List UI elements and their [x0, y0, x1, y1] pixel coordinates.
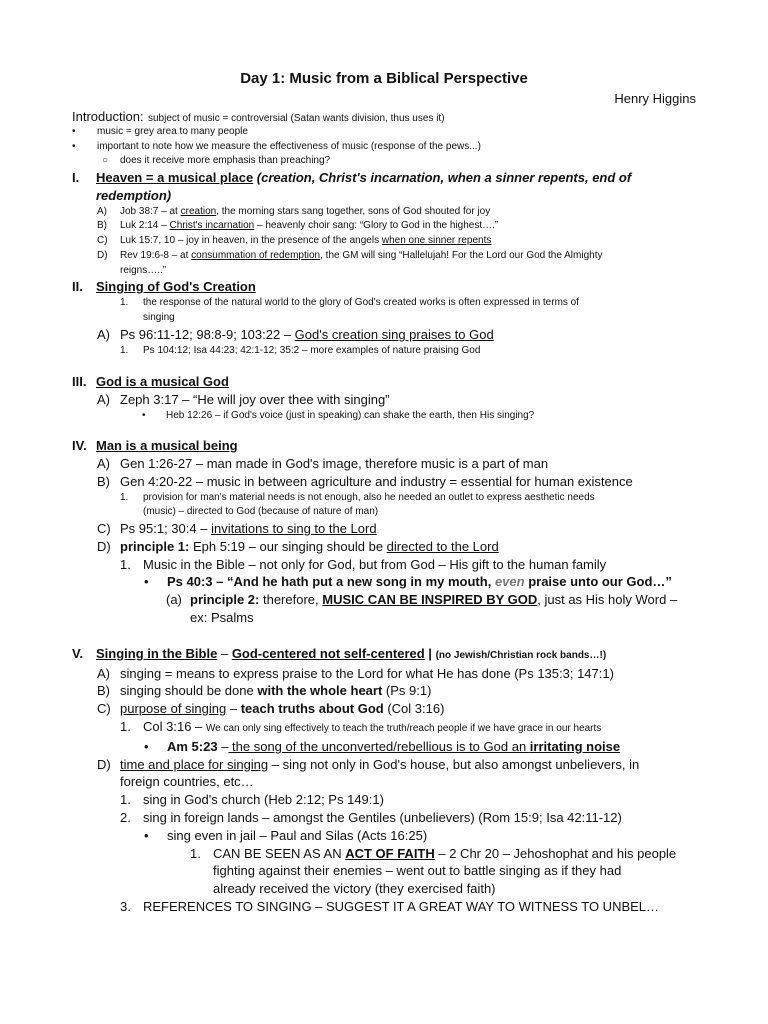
- list-item: • Am 5:23 – the song of the unconverted/rebellious is to God an irritating noise: [144, 738, 621, 754]
- document-body: [72, 108, 706, 916]
- section-heading-4: IV. Man is a musical being: [72, 438, 238, 454]
- list-item: A) Zeph 3:17 – “He will joy over thee with singing”: [97, 391, 390, 407]
- list-item-cont: (music) – directed to God (because of nature of man): [143, 506, 379, 518]
- author-name: Henry Higgins: [614, 91, 696, 106]
- list-item-cont: foreign countries, etc…: [120, 774, 254, 790]
- list-item: 2. sing in foreign lands – amongst the Gentiles (unbelievers) (Rom 15:9; Isa 42:11-12): [120, 809, 622, 825]
- section-heading-5: V. Singing in the Bible – God-centered not self-centered | (no Jewish/Christian rock bands…!): [72, 645, 607, 661]
- document-title: Day 1: Music from a Biblical Perspective: [240, 70, 528, 87]
- list-item: D) time and place for singing – sing not only in God's house, but also amongst unbelievers, in: [97, 756, 640, 772]
- list-item: B) Luk 2:14 – Christ's incarnation – heavenly choir sang: “Glory to God in the highest….”: [97, 220, 499, 232]
- list-item-cont: already received the victory (they exercised faith): [213, 881, 496, 897]
- list-item-cont: reigns…..”: [120, 264, 167, 276]
- list-item: 1. provision for man's material needs is not enough, also he needed an outlet to express aesthetic needs: [120, 491, 595, 503]
- section-heading-3: III. God is a musical God: [72, 373, 229, 389]
- intro-line: [72, 108, 706, 125]
- list-item: 1. the response of the natural world to the glory of God's created works is often expressed in terms of: [120, 297, 580, 309]
- list-item: 1. CAN BE SEEN AS AN ACT OF FAITH – 2 Chr 20 – Jehoshophat and his people: [190, 845, 677, 861]
- list-item: A) Job 38:7 – at creation, the morning stars sang together, sons of God shouted for joy: [97, 205, 491, 217]
- list-item: • Ps 40:3 – “And he hath put a new song in my mouth, even praise unto our God…”: [144, 574, 672, 590]
- list-item: • Heb 12:26 – if God's voice (just in speaking) can shake the earth, then His singing?: [142, 409, 535, 421]
- list-item: (a) principle 2: therefore, MUSIC CAN BE INSPIRED BY GOD, just as His holy Word –: [166, 592, 678, 608]
- list-item: A) Ps 96:11-12; 98:8-9; 103:22 – God's creation sing praises to God: [97, 327, 494, 343]
- intro-label: Introduction:: [72, 109, 144, 124]
- list-item: 1. Ps 104:12; Isa 44:23; 42:1-12; 35:2 – more examples of nature praising God: [120, 345, 481, 357]
- list-item: B) singing should be done with the whole heart (Ps 9:1): [97, 683, 432, 699]
- section-heading-2: II. Singing of God's Creation: [72, 279, 256, 295]
- intro-sub-bullet: ○ does it receive more emphasis than preaching?: [72, 154, 706, 169]
- section-heading-1: I. Heaven = a musical place (creation, Christ's incarnation, when a sinner repents, end of: [72, 170, 632, 186]
- intro-bullet-2: • important to note how we measure the effectiveness of music (response of the pews...): [72, 140, 706, 155]
- section-heading-1-cont: redemption): [96, 187, 172, 203]
- list-item: D) principle 1: Eph 5:19 – our singing should be directed to the Lord: [97, 538, 499, 554]
- list-item: C) Luk 15:7, 10 – joy in heaven, in the presence of the angels when one sinner repents: [97, 235, 492, 247]
- circle-bullet-marker: ○: [102, 155, 109, 167]
- intro-text: subject of music = controversial (Satan wants division, thus uses it): [148, 113, 445, 124]
- bullet-marker: •: [72, 140, 76, 152]
- bullet-marker: •: [72, 126, 76, 137]
- list-item-cont: singing: [143, 311, 175, 323]
- list-item: B) Gen 4:20-22 – music in between agriculture and industry = essential for human existence: [97, 473, 633, 489]
- list-item: C) purpose of singing – teach truths about God (Col 3:16): [97, 701, 445, 717]
- list-item-cont: ex: Psalms: [190, 610, 254, 625]
- list-item: 1. sing in God's church (Heb 2:12; Ps 149:1): [120, 792, 384, 808]
- list-item: • sing even in jail – Paul and Silas (Acts 16:25): [144, 827, 428, 843]
- list-item: C) Ps 95:1; 30:4 – invitations to sing to the Lord: [97, 521, 377, 537]
- list-item: D) Rev 19:6-8 – at consummation of redemption, the GM will sing “Hallelujah! For the Lord our God the Almighty: [97, 249, 603, 261]
- list-item: 3. REFERENCES TO SINGING – SUGGEST IT A GREAT WAY TO WITNESS TO UNBEL…: [120, 898, 660, 914]
- list-item: 1. Col 3:16 – We can only sing effectively to teach the truth/reach people if we have grace in our hearts: [120, 718, 602, 734]
- list-item: A) Gen 1:26-27 – man made in God's image, therefore music is a part of man: [97, 456, 549, 472]
- list-item-cont: fighting against their enemies – went out to battle singing as if they had: [213, 863, 622, 879]
- intro-bullet-1: • music = grey area to many people: [72, 125, 706, 140]
- list-item: A) singing = means to express praise to the Lord for what He has done (Ps 135:3; 147:1): [97, 665, 614, 681]
- list-item: 1. Music in the Bible – not only for God, but from God – His gift to the human family: [120, 556, 607, 572]
